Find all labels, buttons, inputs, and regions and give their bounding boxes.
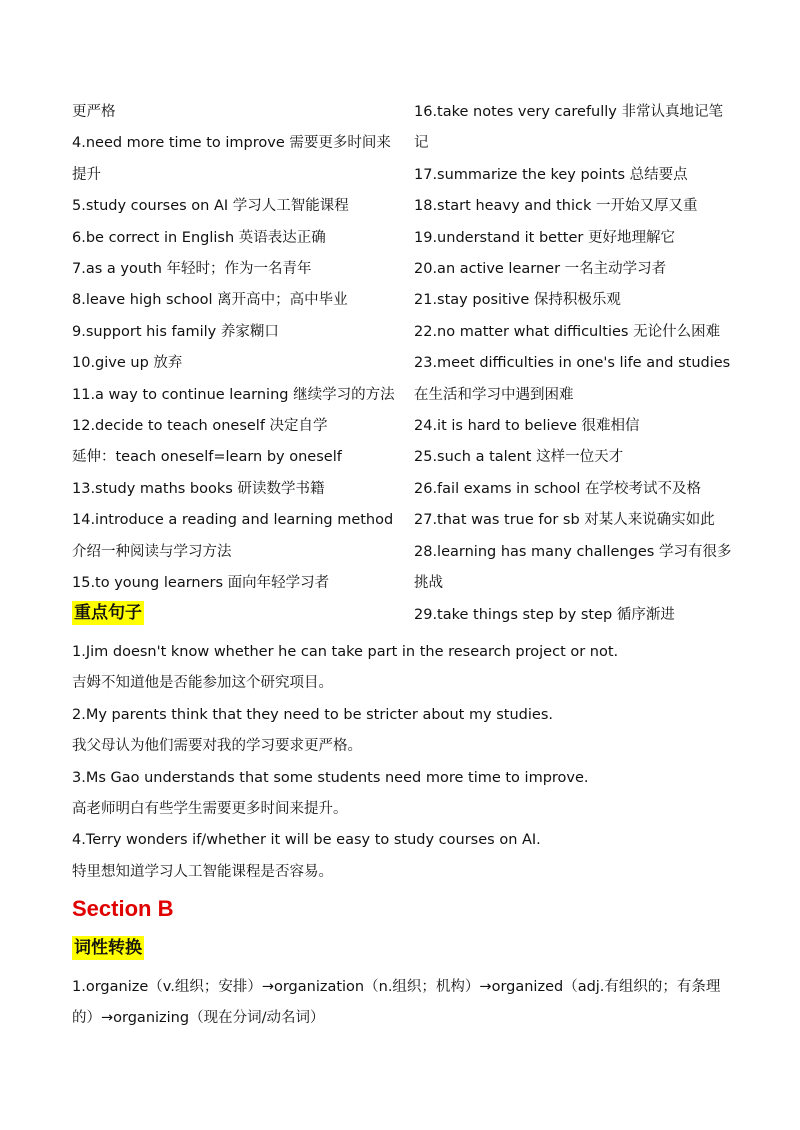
vocab-item: 29.take things step by step 循序渐进: [414, 606, 675, 623]
sentence-line: 3.Ms Gao understands that some students need more time to improve.: [72, 769, 589, 786]
vocab-left-column: [72, 97, 414, 631]
vocab-item: 7.as a youth 年轻时；作为一名青年: [72, 261, 312, 278]
sentence-line: 特里想知道学习人工智能课程是否容易。: [72, 863, 333, 880]
sentence-line: 4.Terry wonders if/whether it will be easy to study courses on AI.: [72, 832, 541, 849]
sentence-line: 1.Jim doesn't know whether he can take part in the research project or not.: [72, 644, 619, 660]
word-form-heading: 词性转换: [74, 938, 142, 958]
sentence-line: 2.My parents think that they need to be stricter about my studies.: [72, 706, 553, 723]
key-sentences-heading: 重点句子: [74, 603, 142, 623]
vocab-right-column: [414, 97, 732, 631]
vocab-item: 23.meet difficulties in one's life and studies 在生活和学习中遇到困难: [414, 355, 731, 403]
vocab-item: 10.give up 放弃: [72, 355, 183, 372]
word-form-paragraph: 1.organize（v.组织；安排）→organization（n.组织；机构）→organized（adj.有组织的；有条理的）→organizing（现在分词/动名词）: [72, 979, 721, 1027]
word-form-paragraph-wrap: [72, 972, 732, 1035]
vocab-item: 11.a way to continue learning 继续学习的方法: [72, 386, 395, 403]
vocab-item: 25.such a talent 这样一位天才: [414, 449, 624, 466]
vocab-item: 22.no matter what difficulties 无论什么困难: [414, 323, 721, 340]
vocab-item: 28.learning has many challenges 学习有很多挑战: [414, 543, 732, 592]
vocab-item: 5.study courses on AI 学习人工智能课程: [72, 198, 349, 215]
vocab-item: 26.fail exams in school 在学校考试不及格: [414, 480, 702, 497]
vocab-item: 延伸：teach oneself=learn by oneself: [72, 449, 342, 466]
vocab-item: 8.leave high school 离开高中；高中毕业: [72, 292, 348, 309]
sentence-line: 我父母认为他们需要对我的学习要求更严格。: [72, 738, 362, 755]
key-sentences: [72, 637, 732, 888]
vocab-item: 9.support his family 养家糊口: [72, 323, 279, 340]
vocab-item: 17.summarize the key points 总结要点: [414, 166, 688, 183]
vocab-item: 24.it is hard to believe 很难相信: [414, 418, 640, 435]
vocab-columns: [72, 97, 732, 631]
vocab-item: 27.that was true for sb 对某人来说确实如此: [414, 512, 715, 529]
vocab-item: 13.study maths books 研读数学书籍: [72, 480, 325, 497]
vocab-item: 21.stay positive 保持积极乐观: [414, 292, 621, 309]
vocab-item: 19.understand it better 更好地理解它: [414, 229, 675, 246]
vocab-item: 16.take notes very carefully 非常认真地记笔记: [414, 104, 723, 152]
vocab-item: 6.be correct in English 英语表达正确: [72, 229, 326, 246]
section-b: [72, 894, 732, 924]
sentence-line: 吉姆不知道他是否能参加这个研究项目。: [72, 675, 333, 692]
key-sentences-heading-wrap: [72, 601, 732, 625]
vocab-item: 更严格: [72, 104, 116, 120]
sentence-line: 高老师明白有些学生需要更多时间来提升。: [72, 801, 348, 818]
vocab-item: 12.decide to teach oneself 决定自学: [72, 418, 328, 435]
vocab-item: 15.to young learners 面向年轻学习者: [72, 575, 330, 592]
vocab-item: 4.need more time to improve 需要更多时间来提升: [72, 135, 391, 183]
vocab-item: 20.an active learner 一名主动学习者: [414, 261, 667, 278]
vocab-item: 18.start heavy and thick 一开始又厚又重: [414, 198, 698, 215]
section-b-title: Section B: [72, 896, 174, 921]
vocab-item: 14.introduce a reading and learning method 介绍一种阅读与学习方法: [72, 512, 394, 560]
word-form-heading-wrap: [72, 936, 732, 960]
